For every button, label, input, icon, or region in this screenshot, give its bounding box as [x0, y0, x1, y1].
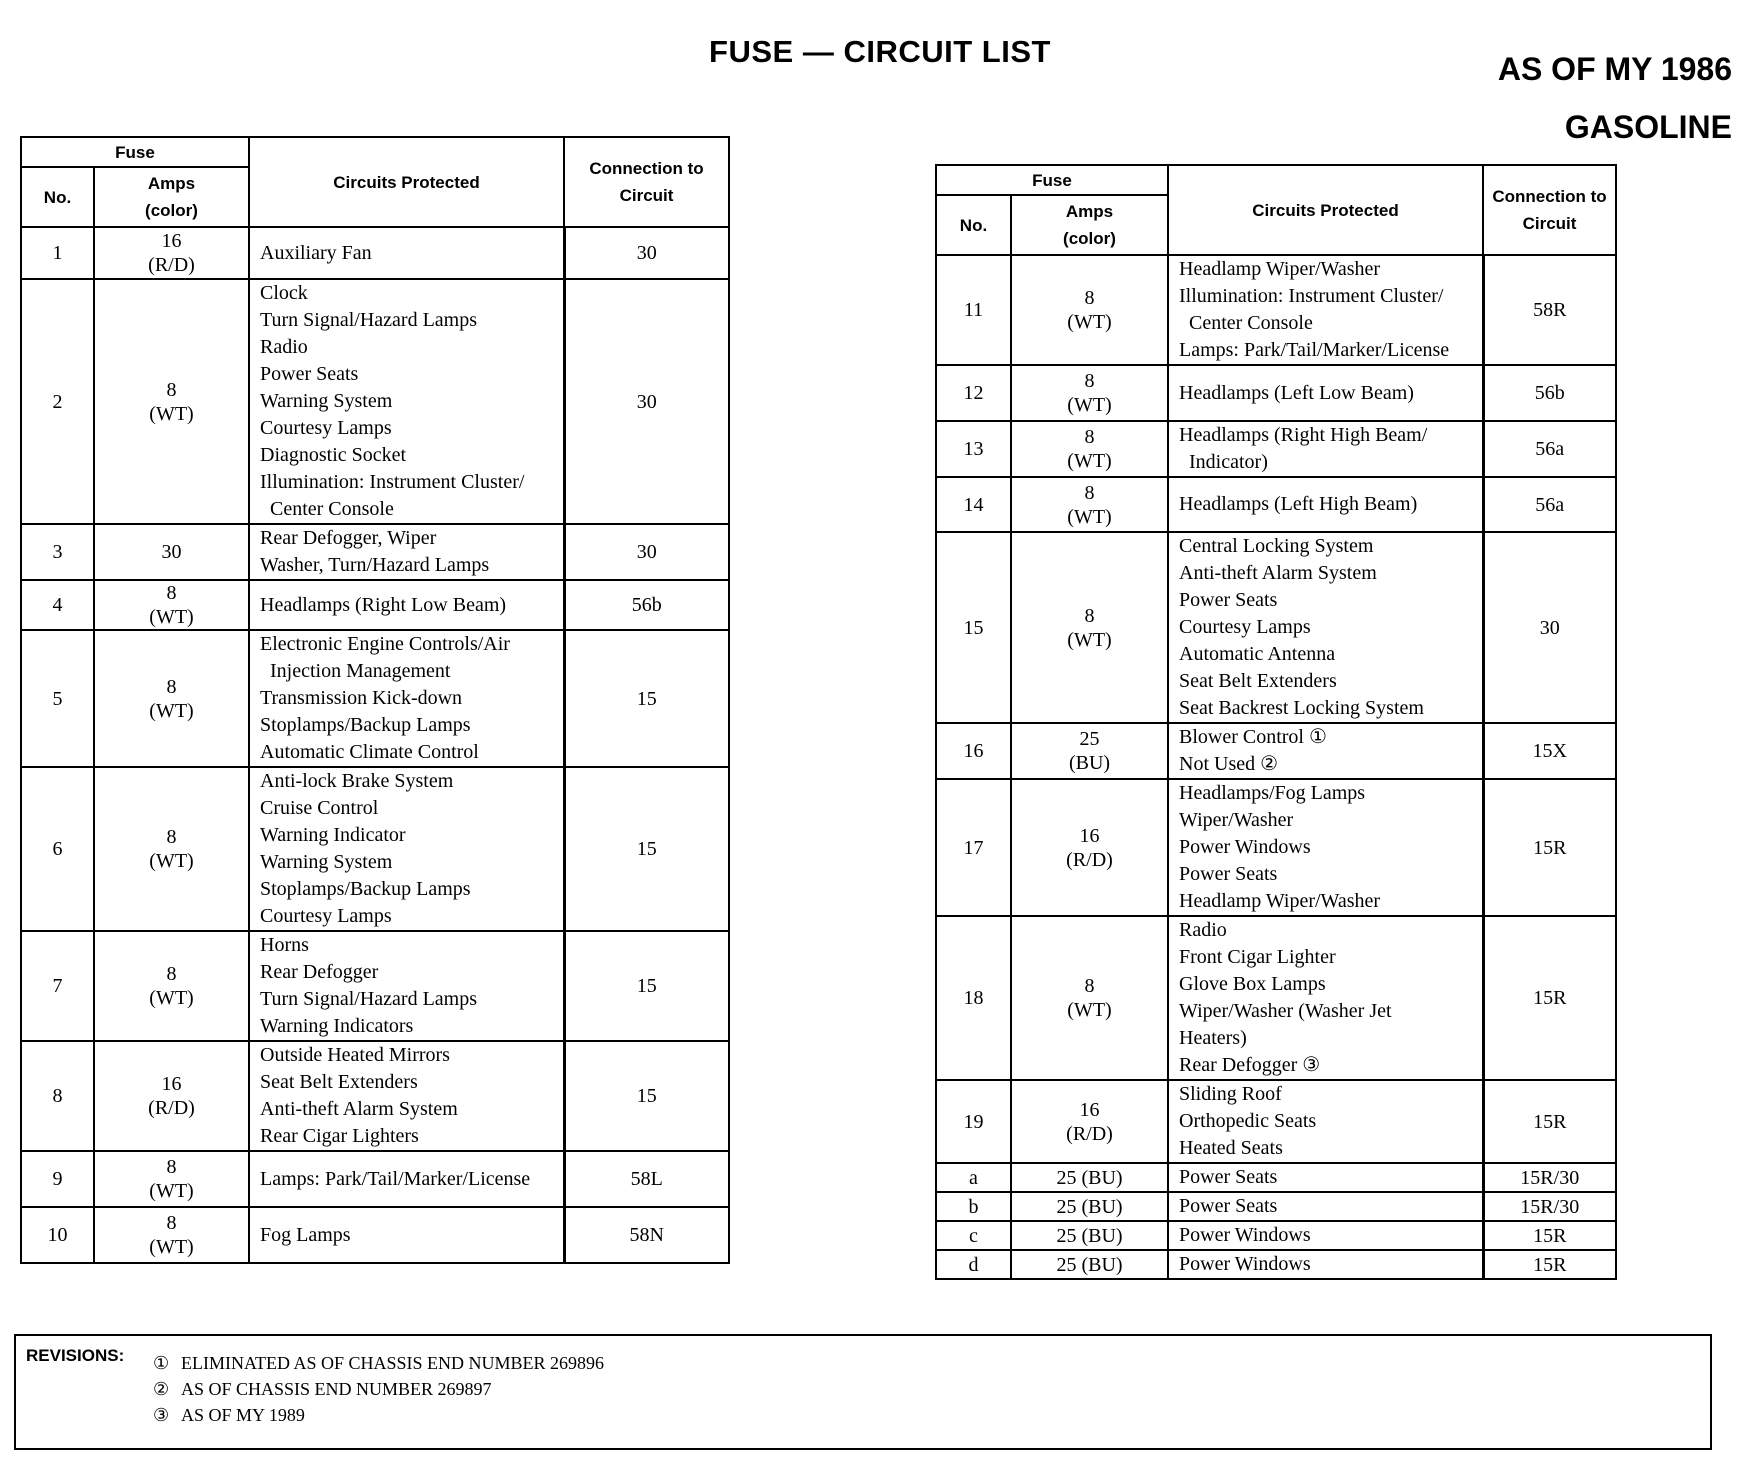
fuse-amps-cell [1011, 1192, 1168, 1221]
fuse-amps-cell [94, 1151, 249, 1207]
left-table-body [21, 227, 729, 1263]
fuse-amps: 8 [1084, 426, 1095, 448]
fuse-amps: 25 [1079, 728, 1100, 750]
fuse-row [21, 931, 729, 1041]
circuit-line: Turn Signal/Hazard Lamps [260, 309, 478, 331]
fuse-color: (R/D) [148, 1097, 195, 1119]
circuit-line: Courtesy Lamps [260, 905, 392, 927]
circuit-line: Anti-lock Brake System [260, 770, 454, 792]
circuit-line: Orthopedic Seats [1179, 1110, 1317, 1132]
circuit-line: Central Locking System [1179, 535, 1374, 557]
fuse-amps-cell [1011, 723, 1168, 779]
fuse-number: 1 [21, 227, 94, 279]
circuit-line: Radio [1179, 919, 1227, 941]
connection-header-line2: Circuit [619, 186, 674, 205]
circuit-line: Heaters) [1179, 1027, 1247, 1049]
fuse-number: 3 [21, 524, 94, 580]
revision-item [153, 1376, 604, 1402]
fuse-color: (WT) [1067, 505, 1112, 528]
fuse-row [936, 477, 1616, 532]
fuse-amps: 8 [166, 378, 177, 401]
fuse-amps-cell [1011, 532, 1168, 723]
circuit-line: Power Windows [1179, 1253, 1311, 1275]
fuse-row [21, 227, 729, 279]
circuit-line: Lamps: Park/Tail/Marker/License [1179, 339, 1450, 361]
fuse-row [21, 1207, 729, 1263]
right-table-body [936, 255, 1616, 1279]
connection-to-circuit: 30 [564, 279, 729, 524]
circuits-protected-cell [1168, 477, 1483, 532]
circuits-protected-cell [249, 1207, 564, 1263]
fuse-amps-cell [1011, 365, 1168, 421]
fuse-number: 13 [936, 421, 1011, 477]
circuit-line: Illumination: Instrument Cluster/ [260, 471, 525, 493]
connection-to-circuit: 58R [1483, 255, 1616, 365]
revision-text: ELIMINATED AS OF CHASSIS END NUMBER 269896 [181, 1353, 605, 1373]
circuit-line: Injection Management [270, 660, 451, 682]
fuse-row [21, 1041, 729, 1151]
fuse-amps: 30 [161, 541, 182, 563]
circuits-protected-cell [249, 630, 564, 767]
circuit-line: Warning System [260, 390, 393, 412]
fuse-amps: 8 [1084, 975, 1095, 997]
circuit-line: Sliding Roof [1179, 1083, 1282, 1105]
connection-to-circuit: 58L [564, 1151, 729, 1207]
amps-header-line1: Amps [147, 174, 196, 193]
revision-item [153, 1350, 604, 1376]
fuse-row [936, 532, 1616, 723]
circuit-line: Seat Backrest Locking System [1179, 697, 1424, 719]
fuse-row [21, 767, 729, 931]
circuit-line: Warning System [260, 851, 393, 873]
circuits-protected-cell [249, 227, 564, 279]
circuit-line: Lamps: Park/Tail/Marker/License [260, 1167, 531, 1190]
circuit-line: Automatic Antenna [1179, 643, 1336, 665]
fuse-color: (WT) [1067, 450, 1112, 472]
connection-to-circuit: 58N [564, 1207, 729, 1263]
fuse-amps-cell [94, 1207, 249, 1263]
fuse-color: (BU) [1068, 752, 1111, 774]
fuse-number: 14 [936, 477, 1011, 532]
connection-to-circuit: 15 [564, 931, 729, 1041]
circuit-line: Center Console [270, 498, 394, 520]
fuse-color: (WT) [1067, 999, 1112, 1021]
connection-to-circuit: 30 [564, 524, 729, 580]
circuit-line: Stoplamps/Backup Lamps [260, 714, 471, 736]
connection-to-circuit: 15R [1483, 1080, 1616, 1163]
circuits-protected-cell [1168, 916, 1483, 1080]
fuse-header: Fuse [936, 165, 1168, 195]
circuits-protected-cell [249, 279, 564, 524]
fuse-amps-cell [94, 227, 249, 279]
circuit-line: Courtesy Lamps [1179, 616, 1311, 638]
connection-to-circuit: 15 [564, 767, 729, 931]
fuse-row [936, 1221, 1616, 1250]
fuse-row [936, 1250, 1616, 1279]
fuse-amps: 16 [1079, 1098, 1100, 1121]
fuse-row [21, 279, 729, 524]
circuit-line: Rear Cigar Lighters [260, 1125, 419, 1147]
revision-item [153, 1402, 604, 1428]
circuit-line: Auxiliary Fan [260, 241, 372, 264]
circuit-line: Power Windows [1179, 1224, 1311, 1246]
circuits-protected-cell [249, 524, 564, 580]
circuit-line: Rear Defogger, Wiper [260, 527, 437, 549]
fuse-number: b [936, 1192, 1011, 1221]
amps-header-line2: (color) [1063, 229, 1116, 248]
fuse-amps: 8 [166, 1212, 177, 1234]
no-header: No. [936, 195, 1011, 255]
connection-to-circuit: 15 [564, 630, 729, 767]
circuit-line: Cruise Control [260, 797, 379, 819]
circuit-line: Warning Indicator [260, 824, 406, 846]
connection-to-circuit: 56b [564, 580, 729, 630]
fuse-number: c [936, 1221, 1011, 1250]
connection-to-circuit: 56b [1483, 365, 1616, 421]
circuit-line: Illumination: Instrument Cluster/ [1179, 285, 1444, 307]
circuit-line: Wiper/Washer [1179, 809, 1294, 831]
revisions-label: REVISIONS: [26, 1346, 125, 1365]
circuit-line: Outside Heated Mirrors [260, 1044, 450, 1066]
fuse-number: 12 [936, 365, 1011, 421]
circuit-line: Radio [260, 336, 308, 358]
circuits-protected-cell [1168, 1080, 1483, 1163]
fuse-color: (R/D) [1066, 848, 1113, 871]
circuit-line: Courtesy Lamps [260, 417, 392, 439]
circuits-protected-cell [1168, 723, 1483, 779]
circuits-protected-cell [1168, 779, 1483, 916]
circuit-line: Power Windows [1179, 836, 1311, 858]
fuse-number: a [936, 1163, 1011, 1192]
fuse-row [936, 365, 1616, 421]
circuits-protected-cell [249, 767, 564, 931]
circuit-line: Power Seats [260, 363, 359, 385]
circuit-line: Anti-theft Alarm System [260, 1098, 458, 1120]
fuse-number: 18 [936, 916, 1011, 1080]
fuse-number: 9 [21, 1151, 94, 1207]
fuse-row [936, 421, 1616, 477]
revision-text: AS OF MY 1989 [181, 1405, 305, 1425]
connection-to-circuit: 56a [1483, 421, 1616, 477]
fuse-amps: 25 (BU) [1056, 1224, 1123, 1247]
connection-to-circuit: 56a [1483, 477, 1616, 532]
amps-header-line2: (color) [145, 201, 198, 220]
fuse-number: 6 [21, 767, 94, 931]
circuits-protected-cell [249, 1041, 564, 1151]
fuse-number: 10 [21, 1207, 94, 1263]
fuse-row [936, 723, 1616, 779]
connection-to-circuit: 15R [1483, 1221, 1616, 1250]
model-year: AS OF MY 1986 [1497, 51, 1732, 87]
connection-to-circuit: 15X [1483, 723, 1616, 779]
fuse-number: 17 [936, 779, 1011, 916]
circuit-line: Headlamps (Left High Beam) [1179, 493, 1418, 515]
fuse-table-right [935, 164, 1617, 1280]
fuse-amps-cell [1011, 1080, 1168, 1163]
connection-to-circuit: 15R [1483, 779, 1616, 916]
fuse-amps: 8 [1084, 604, 1095, 627]
circuit-line: Center Console [1189, 312, 1313, 334]
fuse-amps-cell [94, 279, 249, 524]
connection-to-circuit: 15R/30 [1483, 1192, 1616, 1221]
circuit-line: Automatic Climate Control [260, 741, 479, 763]
fuse-number: 19 [936, 1080, 1011, 1163]
fuse-amps-cell [1011, 1221, 1168, 1250]
fuse-amps: 8 [1084, 287, 1095, 309]
circuit-line: Stoplamps/Backup Lamps [260, 878, 471, 900]
circuits-protected-cell [1168, 1221, 1483, 1250]
circuits-protected-cell [1168, 365, 1483, 421]
circuit-line: Power Seats [1179, 1195, 1278, 1217]
connection-header [1483, 165, 1616, 255]
circuits-protected-cell [1168, 1192, 1483, 1221]
fuse-row [936, 916, 1616, 1080]
fuse-color: (R/D) [1066, 1122, 1113, 1145]
circuit-line: Seat Belt Extenders [260, 1071, 418, 1093]
fuse-amps-cell [94, 580, 249, 630]
revision-mark: ③ [153, 1405, 170, 1425]
circuits-protected-cell [249, 931, 564, 1041]
circuits-header: Circuits Protected [249, 137, 564, 227]
circuit-line: Washer, Turn/Hazard Lamps [260, 554, 490, 576]
fuse-amps-cell [94, 931, 249, 1041]
circuit-line: Power Seats [1179, 589, 1278, 611]
fuse-color: (WT) [149, 402, 194, 425]
revisions-list [153, 1350, 604, 1428]
circuit-line: Blower Control ① [1179, 726, 1327, 748]
fuse-color: (WT) [149, 606, 194, 628]
circuit-line: Wiper/Washer (Washer Jet [1179, 1000, 1392, 1022]
fuse-row [936, 779, 1616, 916]
fuse-color: (WT) [149, 699, 194, 722]
fuse-color: (R/D) [148, 254, 195, 276]
fuse-color: (WT) [149, 1236, 194, 1258]
fuse-amps: 8 [166, 963, 177, 985]
fuse-row [21, 630, 729, 767]
fuse-row [936, 1192, 1616, 1221]
connection-to-circuit: 15R [1483, 916, 1616, 1080]
connection-to-circuit: 30 [1483, 532, 1616, 723]
circuit-line: Clock [260, 282, 308, 304]
fuse-amps-cell [94, 630, 249, 767]
fuse-row [936, 1080, 1616, 1163]
circuit-line: Power Seats [1179, 863, 1278, 885]
fuse-number: 2 [21, 279, 94, 524]
circuit-line: Rear Defogger [260, 961, 379, 983]
page-title: FUSE — CIRCUIT LIST [709, 34, 1051, 69]
fuse-color: (WT) [149, 987, 194, 1009]
fuse-amps: 8 [166, 582, 177, 604]
fuse-amps: 25 (BU) [1056, 1195, 1123, 1218]
amps-header [1011, 195, 1168, 255]
fuse-amps-cell [1011, 1163, 1168, 1192]
fuse-number: 8 [21, 1041, 94, 1151]
fuse-amps-cell [1011, 916, 1168, 1080]
circuits-protected-cell [1168, 1250, 1483, 1279]
fuel-type: GASOLINE [1564, 109, 1732, 145]
fuse-amps: 8 [166, 675, 177, 698]
circuits-protected-cell [1168, 532, 1483, 723]
fuse-row [936, 1163, 1616, 1192]
fuse-color: (WT) [149, 1180, 194, 1202]
fuse-amps-cell [94, 767, 249, 931]
circuit-line: Headlamp Wiper/Washer [1179, 890, 1381, 912]
fuse-number: 5 [21, 630, 94, 767]
fuse-amps: 16 [1079, 824, 1100, 847]
fuse-amps: 8 [1084, 481, 1095, 504]
circuit-line: Headlamps (Right Low Beam) [260, 593, 507, 616]
revision-mark: ① [153, 1353, 170, 1373]
fuse-amps: 8 [1084, 370, 1095, 392]
fuse-amps: 25 (BU) [1056, 1166, 1123, 1189]
circuit-line: Electronic Engine Controls/Air [260, 633, 510, 655]
fuse-number: 4 [21, 580, 94, 630]
circuit-line: Diagnostic Socket [260, 444, 407, 466]
fuse-amps-cell [1011, 779, 1168, 916]
circuit-line: Not Used ② [1179, 753, 1279, 775]
fuse-color: (WT) [1067, 628, 1112, 651]
fuse-amps: 16 [161, 1073, 182, 1095]
circuit-line: Transmission Kick-down [260, 687, 463, 709]
circuit-line: Headlamps (Left Low Beam) [1179, 381, 1414, 404]
circuits-protected-cell [1168, 1163, 1483, 1192]
revision-mark: ② [153, 1379, 170, 1399]
fuse-number: d [936, 1250, 1011, 1279]
no-header: No. [21, 167, 94, 227]
circuit-line: Headlamps (Right High Beam/ [1179, 424, 1428, 446]
circuit-line: Headlamps/Fog Lamps [1179, 782, 1366, 804]
fuse-number: 15 [936, 532, 1011, 723]
circuit-line: Fog Lamps [260, 1223, 351, 1246]
fuse-amps-cell [1011, 1250, 1168, 1279]
connection-to-circuit: 15R/30 [1483, 1163, 1616, 1192]
fuse-row [21, 1151, 729, 1207]
model-year-block [1498, 40, 1732, 156]
circuits-protected-cell [249, 1151, 564, 1207]
fuse-row [21, 524, 729, 580]
fuse-amps-cell [1011, 421, 1168, 477]
connection-header-line2: Circuit [1522, 214, 1577, 233]
fuse-amps: 16 [161, 230, 182, 252]
fuse-color: (WT) [1067, 311, 1112, 333]
fuse-amps-cell [1011, 477, 1168, 532]
circuit-line: Power Seats [1179, 1166, 1278, 1188]
circuit-line: Anti-theft Alarm System [1179, 562, 1377, 584]
connection-header [564, 137, 729, 227]
circuit-line: Horns [260, 934, 309, 956]
fuse-header: Fuse [21, 137, 249, 167]
fuse-row [936, 255, 1616, 365]
circuits-protected-cell [1168, 421, 1483, 477]
connection-to-circuit: 15R [1483, 1250, 1616, 1279]
revisions-box [14, 1334, 1712, 1450]
fuse-row [21, 580, 729, 630]
amps-header [94, 167, 249, 227]
connection-header-line1: Connection to [1492, 187, 1607, 206]
connection-to-circuit: 30 [564, 227, 729, 279]
amps-header-line1: Amps [1065, 202, 1114, 221]
connection-to-circuit: 15 [564, 1041, 729, 1151]
fuse-amps-cell [1011, 255, 1168, 365]
circuit-line: Indicator) [1189, 451, 1268, 473]
circuit-line: Seat Belt Extenders [1179, 670, 1337, 692]
circuits-protected-cell [249, 580, 564, 630]
circuit-line: Heated Seats [1179, 1137, 1283, 1159]
revision-text: AS OF CHASSIS END NUMBER 269897 [181, 1379, 492, 1399]
fuse-amps: 25 (BU) [1056, 1253, 1123, 1276]
fuse-number: 7 [21, 931, 94, 1041]
circuit-line: Warning Indicators [260, 1015, 414, 1037]
circuit-line: Turn Signal/Hazard Lamps [260, 988, 478, 1010]
fuse-amps-cell [94, 524, 249, 580]
fuse-table-left [20, 136, 730, 1264]
fuse-number: 11 [936, 255, 1011, 365]
fuse-number: 16 [936, 723, 1011, 779]
circuit-line: Headlamp Wiper/Washer [1179, 258, 1381, 280]
fuse-amps-cell [94, 1041, 249, 1151]
fuse-color: (WT) [149, 850, 194, 872]
fuse-amps: 8 [166, 1156, 177, 1178]
fuse-amps: 8 [166, 826, 177, 848]
circuits-header: Circuits Protected [1168, 165, 1483, 255]
circuit-line: Front Cigar Lighter [1179, 946, 1336, 968]
circuits-protected-cell [1168, 255, 1483, 365]
connection-header-line1: Connection to [589, 159, 704, 178]
circuit-line: Rear Defogger ③ [1179, 1054, 1321, 1076]
circuit-line: Glove Box Lamps [1179, 973, 1326, 995]
fuse-color: (WT) [1067, 394, 1112, 416]
